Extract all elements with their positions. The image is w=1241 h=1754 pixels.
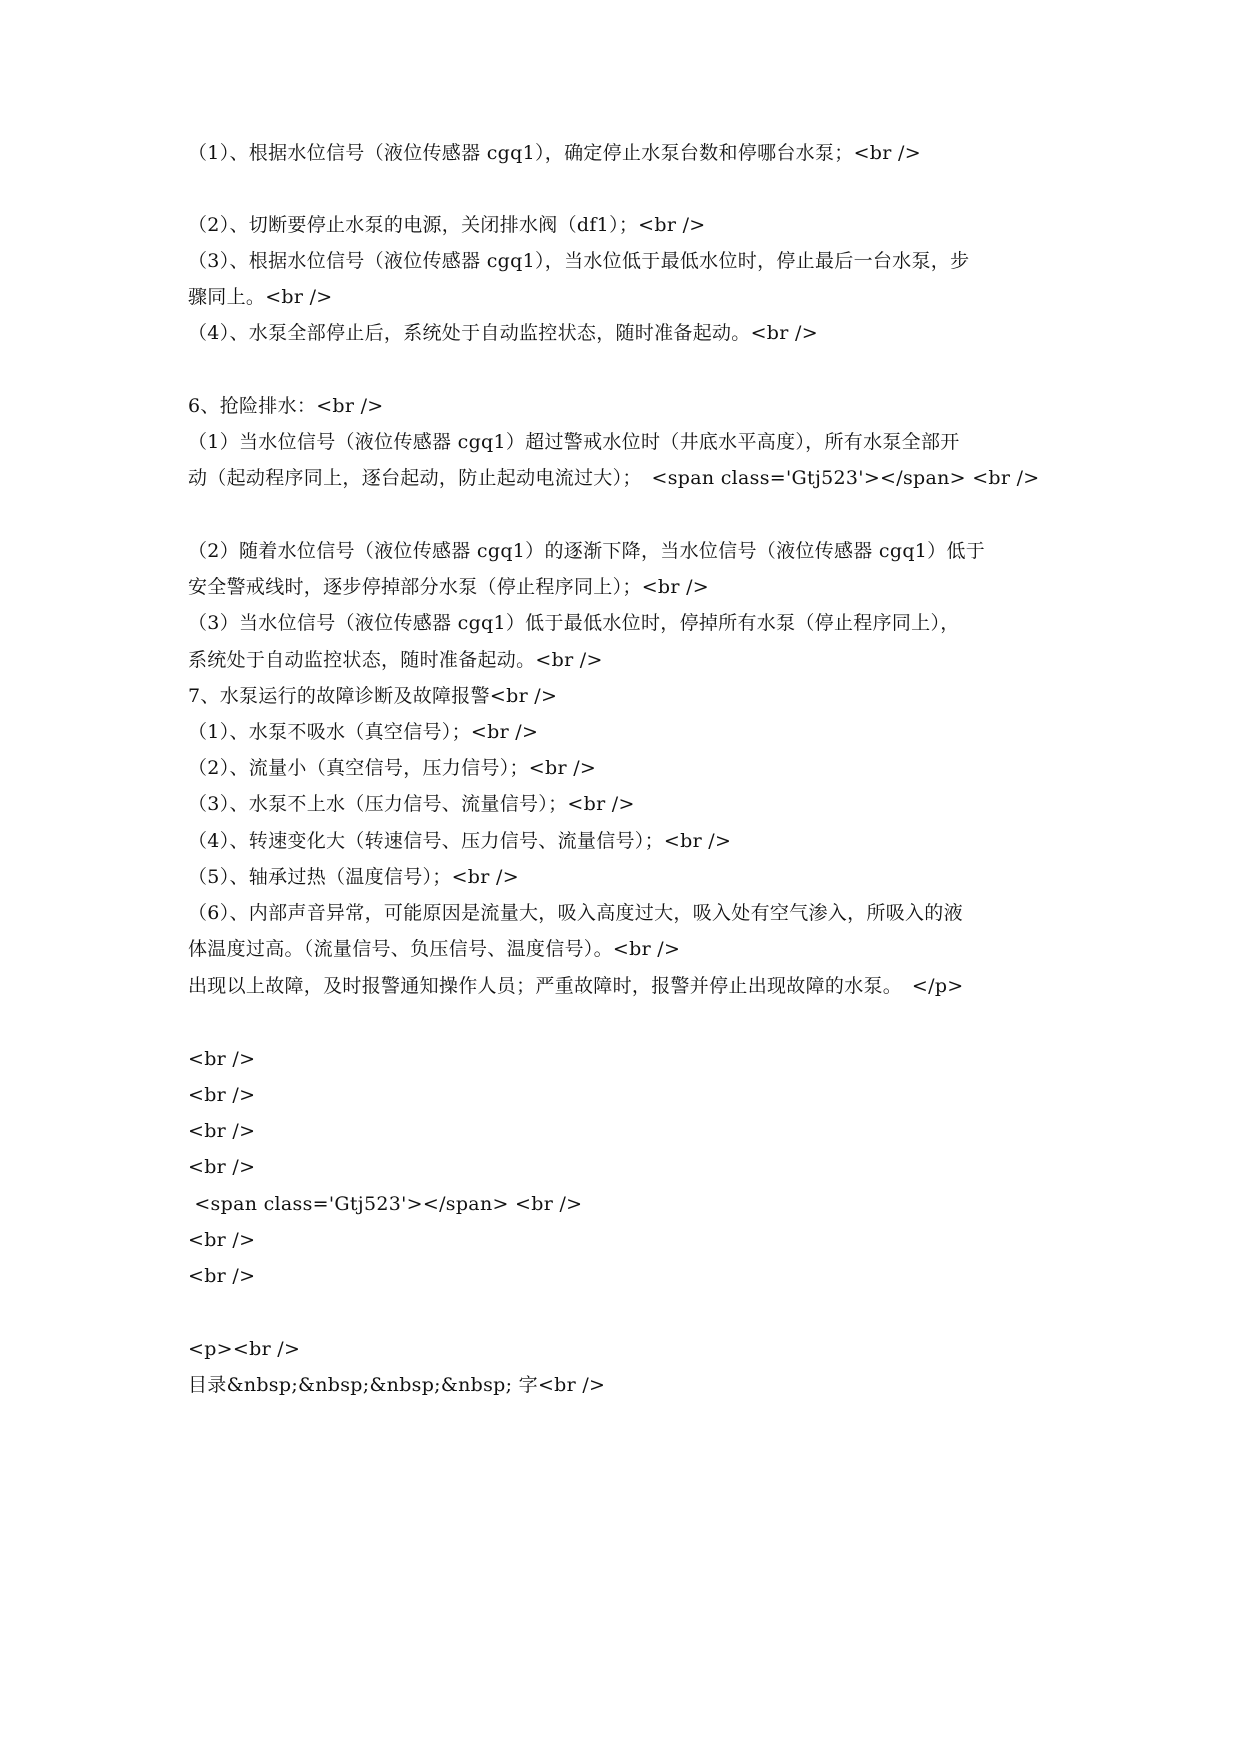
text-line: 安全警戒线时，逐步停掉部分水泵（停止程序同上）；<br /> xyxy=(188,576,710,598)
text-line: （3）当水位信号（液位传感器 cgq1）低于最低水位时，停掉所有水泵（停止程序同上）， xyxy=(188,612,960,634)
text-line: 体温度过高。（流量信号、负压信号、温度信号）。<br /> xyxy=(188,938,681,960)
text-line: 系统处于自动监控状态，随时准备起动。<br /> xyxy=(188,649,603,671)
list-item: （5）、轴承过热（温度信号）；<br /> xyxy=(188,866,519,888)
text-line: <p><br /> xyxy=(188,1338,301,1360)
list-item: （6）、内部声音异常，可能原因是流量大，吸入高度过大，吸入处有空气渗入，所吸入的液 xyxy=(188,902,963,924)
text-line: <br /> xyxy=(188,1156,256,1178)
text-line: 骤同上。<br /> xyxy=(188,286,333,308)
list-item: （2）、流量小（真空信号，压力信号）；<br /> xyxy=(188,757,597,779)
section-heading: 7、水泵运行的故障诊断及故障报警<br /> xyxy=(188,685,558,707)
text-line: （4）、水泵全部停止后，系统处于自动监控状态，随时准备起动。<br /> xyxy=(188,322,818,344)
list-item: （1）、水泵不吸水（真空信号）；<br /> xyxy=(188,721,539,743)
text-line: （2）随着水位信号（液位传感器 cgq1）的逐渐下降，当水位信号（液位传感器 cgq1）低于 xyxy=(188,540,986,562)
list-item: （3）、水泵不上水（压力信号、流量信号）；<br /> xyxy=(188,793,635,815)
text-line: <span class='Gtj523'></span> <br /> xyxy=(188,1193,583,1215)
text-line: <br /> xyxy=(188,1229,256,1251)
text-line: （3）、根据水位信号（液位传感器 cgq1），当水位低于最低水位时，停止最后一台水泵，步 xyxy=(188,250,970,272)
text-line: <br /> xyxy=(188,1084,256,1106)
text-line: <br /> xyxy=(188,1048,256,1070)
section-heading: 6、抢险排水：<br /> xyxy=(188,395,384,417)
text-line: （1）、根据水位信号（液位传感器 cgq1），确定停止水泵台数和停哪台水泵；<br /> xyxy=(188,142,921,164)
text-line: （2）、切断要停止水泵的电源，关闭排水阀（df1）；<br /> xyxy=(188,214,706,236)
text-line: <br /> xyxy=(188,1265,256,1287)
text-line: 动（起动程序同上，逐台起动，防止起动电流过大）； <span class='Gtj523'></span> <br /> xyxy=(188,467,1040,489)
list-item: （4）、转速变化大（转速信号、压力信号、流量信号）；<br /> xyxy=(188,830,732,852)
text-line: <br /> xyxy=(188,1120,256,1142)
text-line: 出现以上故障，及时报警通知操作人员；严重故障时，报警并停止出现故障的水泵。 </p> xyxy=(188,975,964,997)
text-line: （1）当水位信号（液位传感器 cgq1）超过警戒水位时（井底水平高度），所有水泵全部开 xyxy=(188,431,960,453)
text-line: 目录&nbsp;&nbsp;&nbsp;&nbsp; 字<br /> xyxy=(188,1374,606,1396)
